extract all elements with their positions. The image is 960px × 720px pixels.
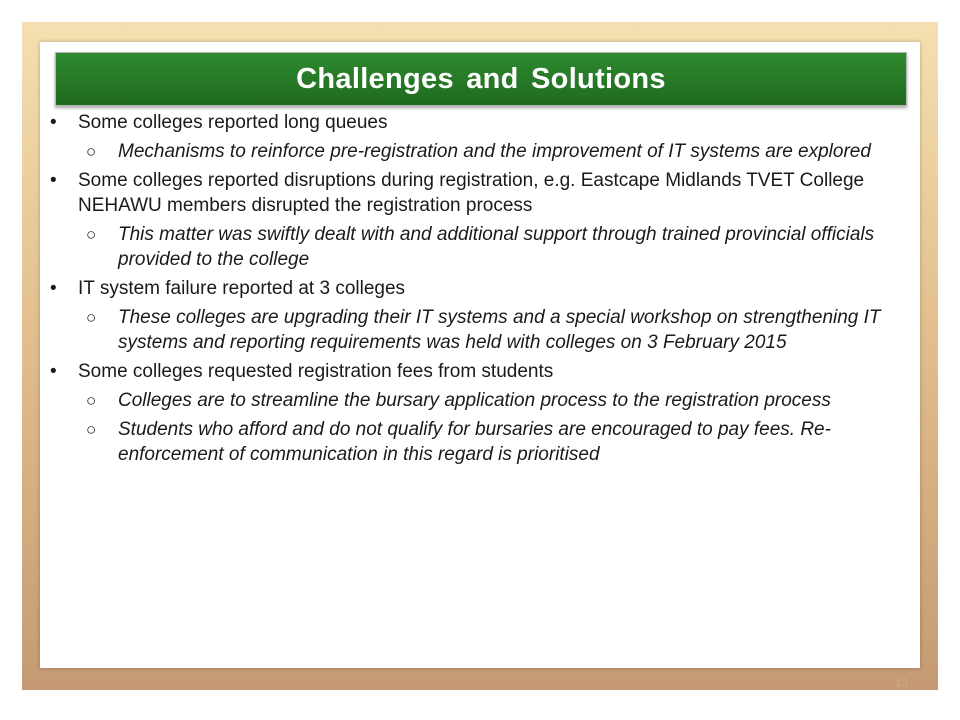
bullet-item bbox=[48, 276, 914, 301]
sub-bullet-text: This matter was swiftly dealt with and additional support through trained provincial officials provided to the college bbox=[118, 224, 875, 270]
bullet-item bbox=[48, 110, 914, 135]
sub-bullet-text: Colleges are to streamline the bursary application process to the registration process bbox=[118, 390, 831, 411]
sub-bullet-text: Mechanisms to reinforce pre-registration and the improvement of IT systems are explored bbox=[118, 141, 871, 162]
bullet-text: IT system failure reported at 3 colleges bbox=[78, 278, 406, 299]
bullet-text: Some colleges requested registration fees from students bbox=[78, 361, 554, 382]
sub-bullet-text: These colleges are upgrading their IT systems and a special workshop on strengthening IT systems and reporting requirements was held with colleges on 3 February 2015 bbox=[118, 307, 881, 353]
sub-bullet-text: Students who afford and do not qualify for bursaries are encouraged to pay fees. Re-enforcement of communication in this regard is prioritised bbox=[118, 419, 831, 465]
circle-bullet-icon: ○ bbox=[86, 225, 97, 244]
circle-bullet-icon: ○ bbox=[86, 142, 97, 161]
page-number: 13 bbox=[894, 676, 908, 690]
bullet-dot-icon: • bbox=[50, 278, 57, 299]
sub-bullet-item bbox=[48, 305, 914, 355]
bullet-dot-icon: • bbox=[50, 112, 57, 133]
sub-bullet-item bbox=[48, 388, 914, 413]
circle-bullet-icon: ○ bbox=[86, 420, 97, 439]
sub-bullet-item bbox=[48, 222, 914, 272]
circle-bullet-icon: ○ bbox=[86, 308, 97, 327]
bullet-dot-icon: • bbox=[50, 170, 57, 191]
bullet-text: Some colleges reported long queues bbox=[78, 112, 388, 133]
bullet-dot-icon: • bbox=[50, 361, 57, 382]
title-bar bbox=[55, 52, 907, 106]
slide-title: Challenges and Solutions bbox=[296, 62, 666, 95]
sub-bullet-item bbox=[48, 139, 914, 164]
circle-bullet-icon: ○ bbox=[86, 391, 97, 410]
sub-bullet-item bbox=[48, 417, 914, 467]
bullet-item bbox=[48, 168, 914, 218]
bullet-item bbox=[48, 359, 914, 384]
bullet-text: Some colleges reported disruptions during registration, e.g. Eastcape Midlands TVET College NEHAWU members disrupted the registration process bbox=[78, 170, 865, 216]
bullet-list bbox=[48, 110, 914, 471]
